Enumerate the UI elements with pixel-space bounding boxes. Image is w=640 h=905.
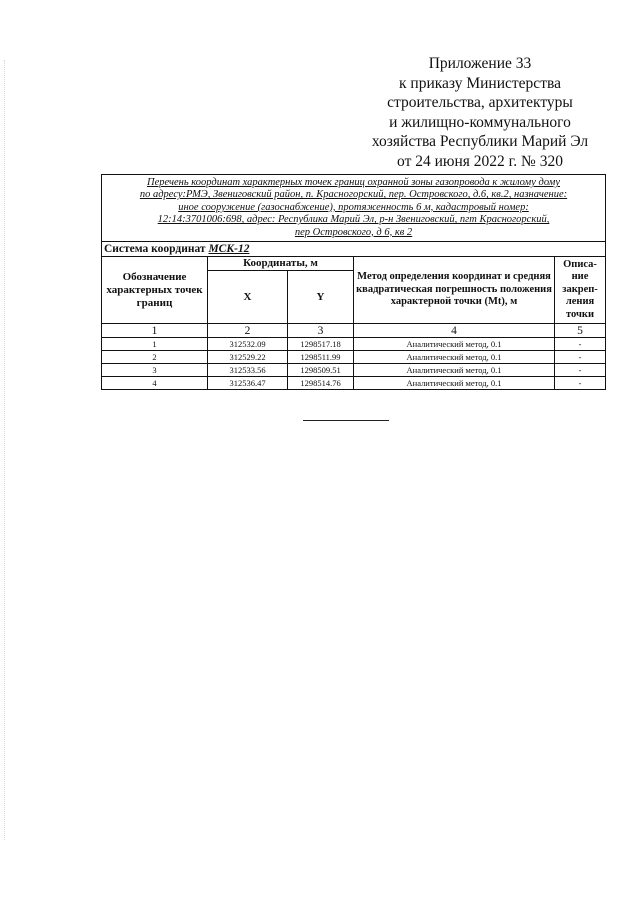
coord-y: 1298509.51 (288, 364, 354, 377)
coordinates-table (101, 174, 606, 390)
header-line: от 24 июня 2022 г. № 320 (397, 152, 563, 170)
coord-x: 312532.09 (208, 338, 288, 351)
fixing-desc: - (555, 351, 606, 364)
table-row (102, 338, 606, 351)
coordinate-system-row (102, 242, 606, 257)
header-line: хозяйства Республики Марий Эл (371, 133, 589, 150)
point-id: 2 (102, 351, 208, 364)
method: Аналитический метод, 0.1 (354, 377, 555, 390)
scan-margin-artifact (4, 60, 6, 840)
col-method-header: Метод определения координат и средняя квадратическая погрешность положения характерной точки (Мt), м (354, 257, 555, 324)
closing-separator-line (303, 420, 389, 421)
col-y-header: Y (288, 271, 354, 324)
document-header (340, 54, 620, 171)
point-id: 4 (102, 377, 208, 390)
col-coords-header: Координаты, м (208, 257, 354, 271)
header-line: строительства, архитектуры (387, 94, 573, 111)
point-id: 1 (102, 338, 208, 351)
title-line: по адресу:РМЭ, Звениговский район, п. Красногорский, пер. Островского, д.6, кв.2, назначение: (139, 189, 568, 201)
coord-y: 1298514.76 (288, 377, 354, 390)
header-line: Приложение 33 (428, 55, 532, 72)
method: Аналитический метод, 0.1 (354, 351, 555, 364)
method: Аналитический метод, 0.1 (354, 364, 555, 377)
title-line: 12:14:3701006:698, адрес: Республика Марий Эл, р-н Звениговский, пгт Красногорский, (157, 214, 550, 226)
coord-y: 1298517.18 (288, 338, 354, 351)
col-x-header: X (208, 271, 288, 324)
column-number: 1 (102, 324, 208, 338)
fixing-desc: - (555, 338, 606, 351)
coord-x: 312533.56 (208, 364, 288, 377)
coord-y: 1298511.99 (288, 351, 354, 364)
title-line: Перечень координат характерных точек границ охранной зоны газопровода к жилому дому (147, 177, 561, 188)
table-row (102, 351, 606, 364)
coord-x: 312536.47 (208, 377, 288, 390)
column-number: 5 (555, 324, 606, 338)
coord-x: 312529.22 (208, 351, 288, 364)
header-line: к приказу Министерства (399, 74, 561, 92)
system-label: Система координат (104, 242, 206, 255)
fixing-desc: - (555, 377, 606, 390)
col-desc-header: Описа-ние закреп-ления точки (555, 257, 606, 324)
title-line: иное сооружение (газоснабжение), протяженность 6 м, кадастровый номер: (178, 201, 529, 213)
method: Аналитический метод, 0.1 (354, 338, 555, 351)
column-number-row (102, 324, 606, 338)
column-number: 4 (354, 324, 555, 338)
fixing-desc: - (555, 364, 606, 377)
col-point-header: Обозначение характерных точек границ (102, 257, 208, 324)
table-row (102, 377, 606, 390)
column-number: 2 (208, 324, 288, 338)
table-title-row (102, 175, 606, 242)
header-line: и жилищно-коммунального (389, 113, 571, 131)
coordinate-system (102, 242, 606, 257)
title-line: пер Островского, д 6, кв 2 (294, 226, 413, 238)
table-title (102, 175, 606, 242)
point-id: 3 (102, 364, 208, 377)
column-number: 3 (288, 324, 354, 338)
system-name: МСК-12 (208, 242, 250, 255)
header-row-1 (102, 257, 606, 271)
table-row (102, 364, 606, 377)
